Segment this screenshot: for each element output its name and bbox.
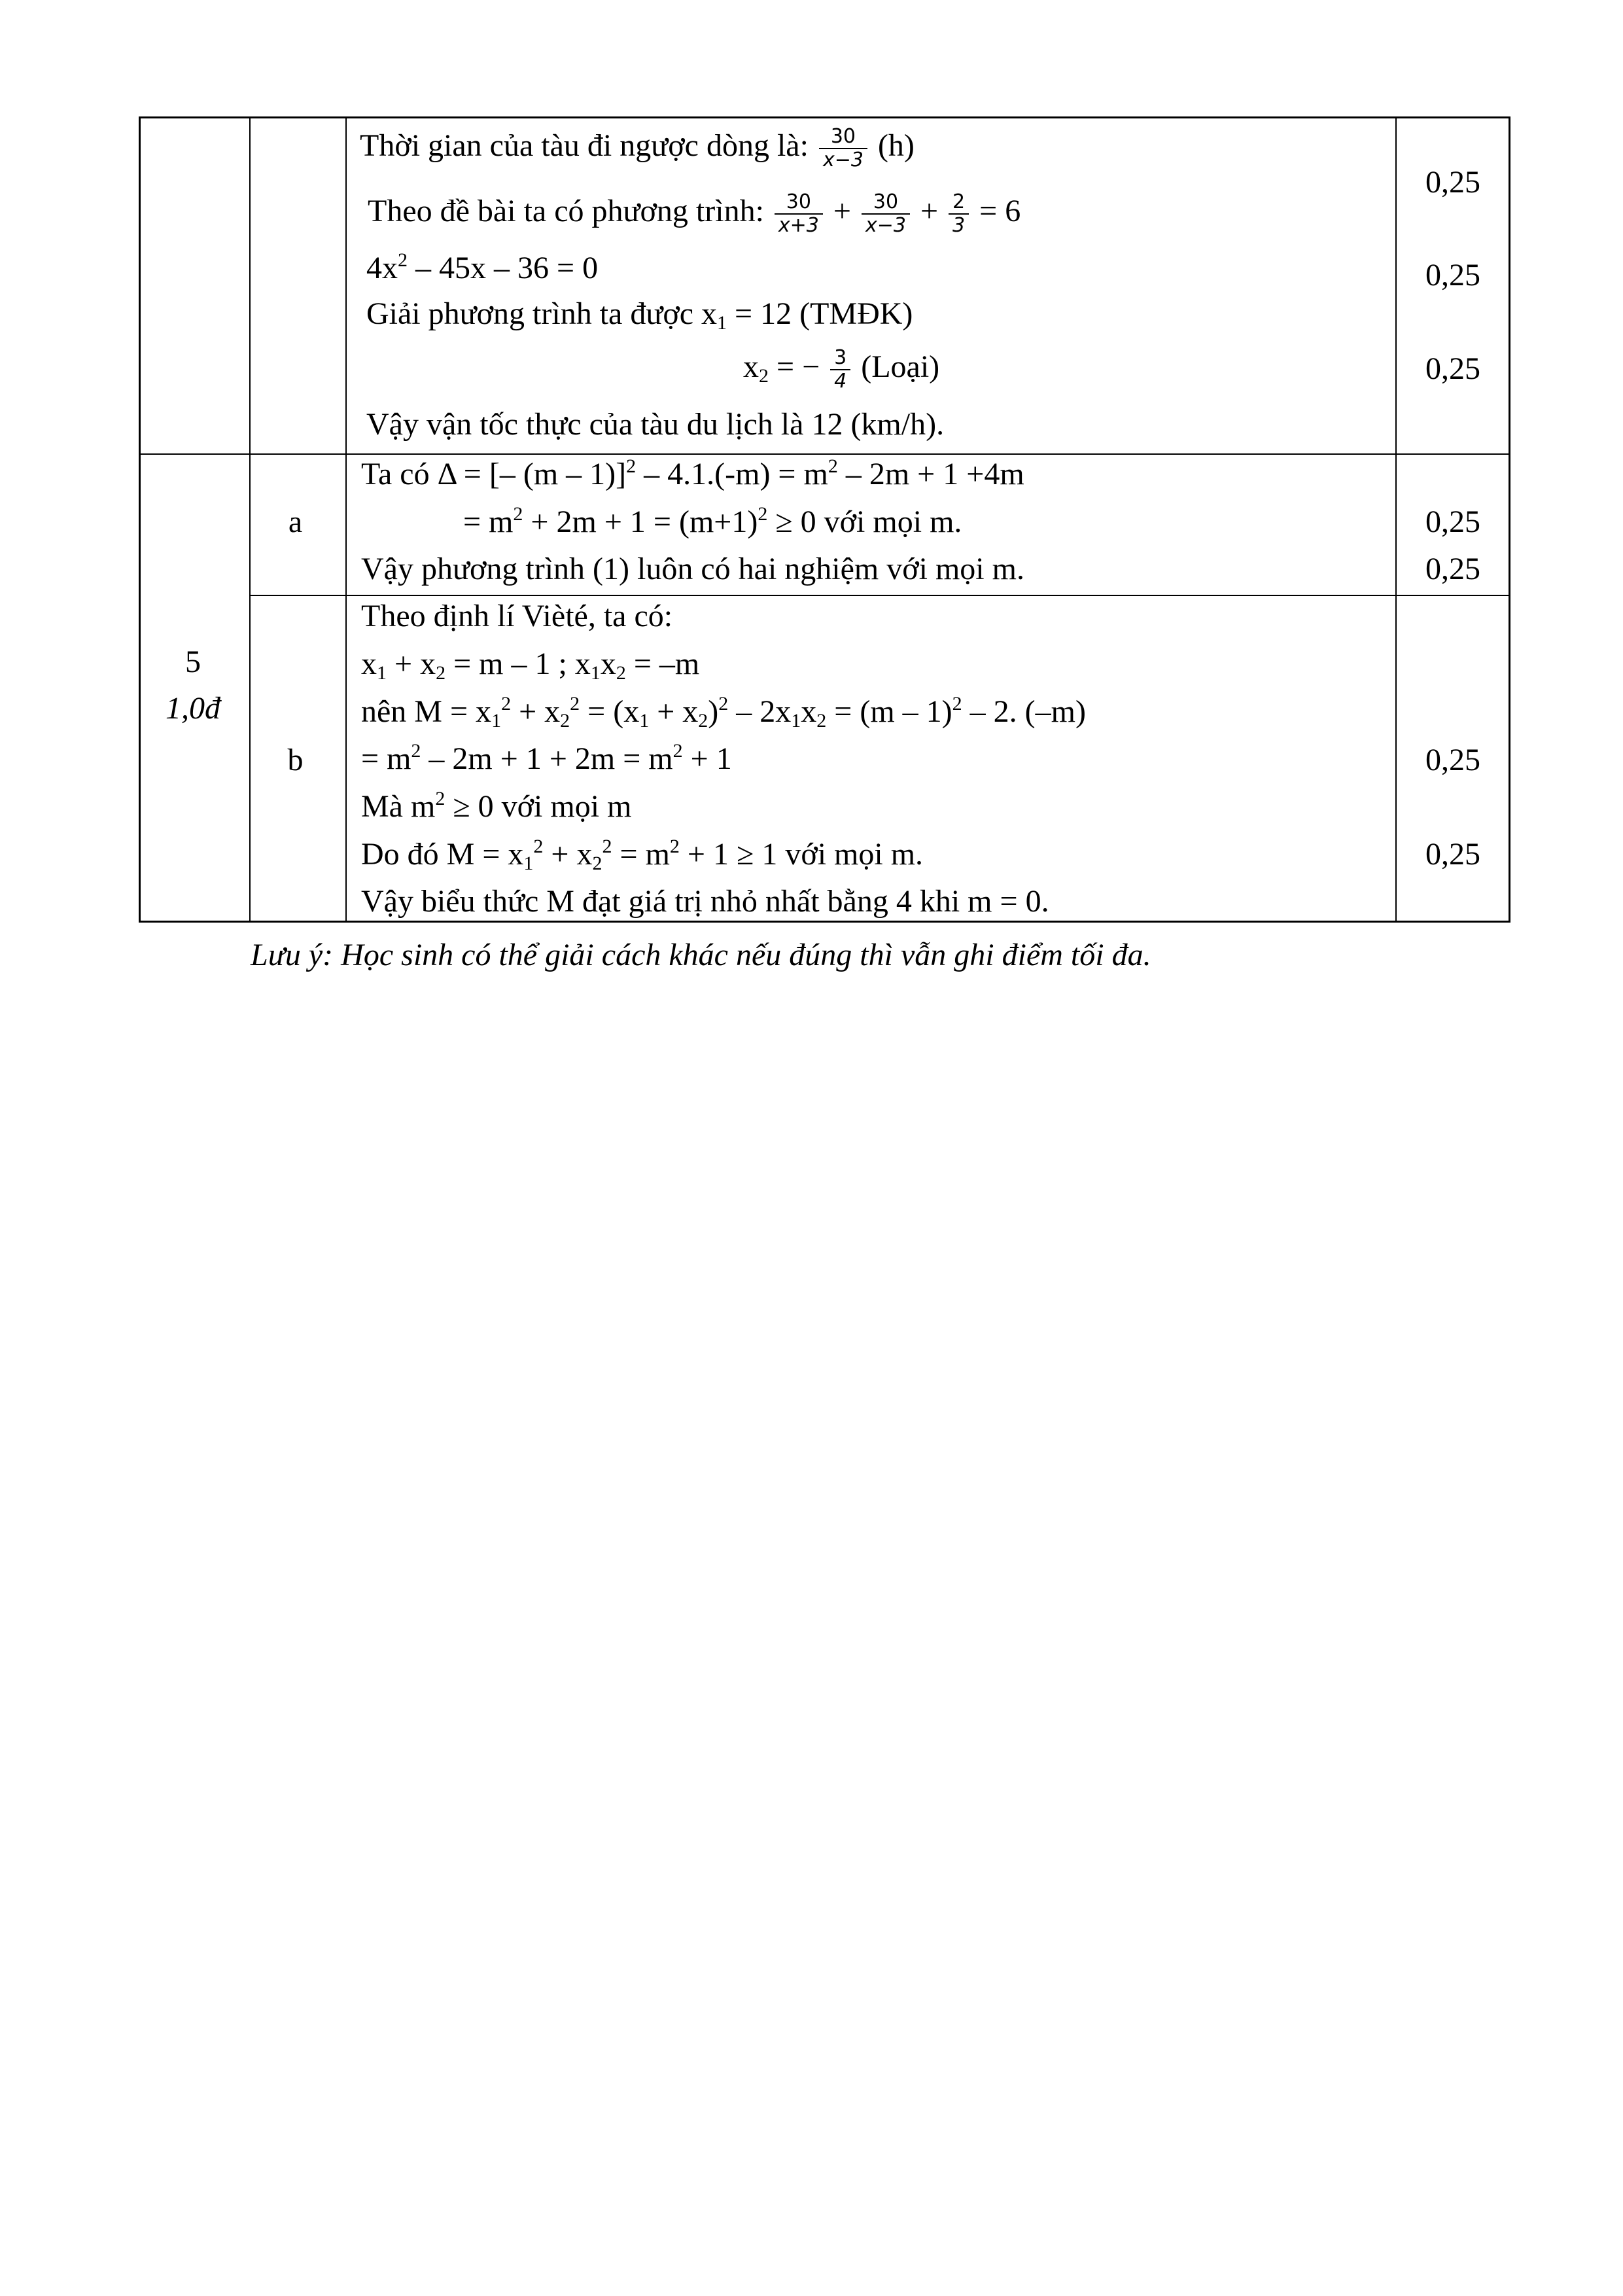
score: 0,25 <box>1425 837 1480 872</box>
question-points: 1,0đ <box>166 691 220 726</box>
second-root-line: $x_2$ = − $\frac{3}{4}$ (Loại) <box>743 346 940 393</box>
fraction: $\frac{30}{x+3}$ <box>775 191 823 237</box>
score: 0,25 <box>1425 258 1480 292</box>
bound-line: Do đó $M = x_1^2 + x_2^2 = m^2 + 1 \ge 1$ với mọi m. <box>361 836 924 874</box>
quadratic-line: $4x^2 - 45x - 36 = 0$ <box>366 249 599 285</box>
footnote: Lưu ý: Học sinh có thể giải cách khác nếu đúng thì vẫn ghi điểm tối đa. <box>251 938 1151 972</box>
score: 0,25 <box>1425 351 1480 386</box>
score: 0,25 <box>1425 743 1480 777</box>
solution-line: Giải phương trình ta được $x_1 = 12$ (TMĐK) <box>366 296 913 334</box>
part-a-conclusion: Vậy phương trình (1) luôn có hai nghiệm với mọi m. <box>361 552 1024 586</box>
part-label-b: b <box>287 743 304 777</box>
fraction: $\frac{30}{x-3}$ <box>862 191 910 237</box>
row-divider <box>249 595 1509 596</box>
part-label-a: a <box>288 504 303 539</box>
simplify-line: = $m^2 - 2m + 1 + 2m = m^2 + 1$ <box>361 740 732 776</box>
row-divider <box>141 453 1509 455</box>
score: 0,25 <box>1425 504 1480 539</box>
travel-time-line: Thời gian của tàu đi ngược dòng là: $\frac{30}{x-3}$ (h) <box>360 125 915 171</box>
fraction: $\frac{3}{4}$ <box>830 347 850 393</box>
score: 0,25 <box>1425 552 1480 586</box>
nonnegative-line: Mà $m^2 \ge 0$ với mọi m <box>361 788 632 824</box>
fraction: $\frac{2}{3}$ <box>949 191 969 237</box>
part-b-conclusion: Vậy biểu thức M đạt giá trị nhỏ nhất bằng 4 khi m = 0. <box>361 884 1049 919</box>
equation-line: Theo đề bài ta có phương trình: $\frac{30}{x+3}$ + $\frac{30}{x-3}$ + $\frac{2}{3}$ = 6 <box>368 190 1021 237</box>
fraction: $\frac{30}{x-3}$ <box>819 126 867 171</box>
delta-line: Ta có Δ = [– $(m - 1)]^2 - 4.1.(-m) = m^2 - 2m + 1 +4m$ <box>361 455 1024 491</box>
delta-simplified-line: = $m^2 + 2m + 1 = (m+1)^2 \ge 0$ với mọi m. <box>463 503 962 539</box>
question-number: 5 <box>185 645 201 679</box>
viete-intro: Theo định lí Vièté, ta có: <box>361 599 673 633</box>
conclusion-line: Vậy vận tốc thực của tàu du lịch là 12 (km/h). <box>366 407 945 442</box>
expression-m-line: nên $M = x_1^2 + x_2^2 = (x_1 + x_2)^2 - 2x_1x_2 = (m - 1)^2 - 2$. (–m) <box>361 693 1086 732</box>
score: 0,25 <box>1425 165 1480 200</box>
viete-relations: $x_1 + x_2 = m - 1$ ; $x_1x_2 = -m$ <box>361 646 700 684</box>
column-divider <box>345 118 347 921</box>
